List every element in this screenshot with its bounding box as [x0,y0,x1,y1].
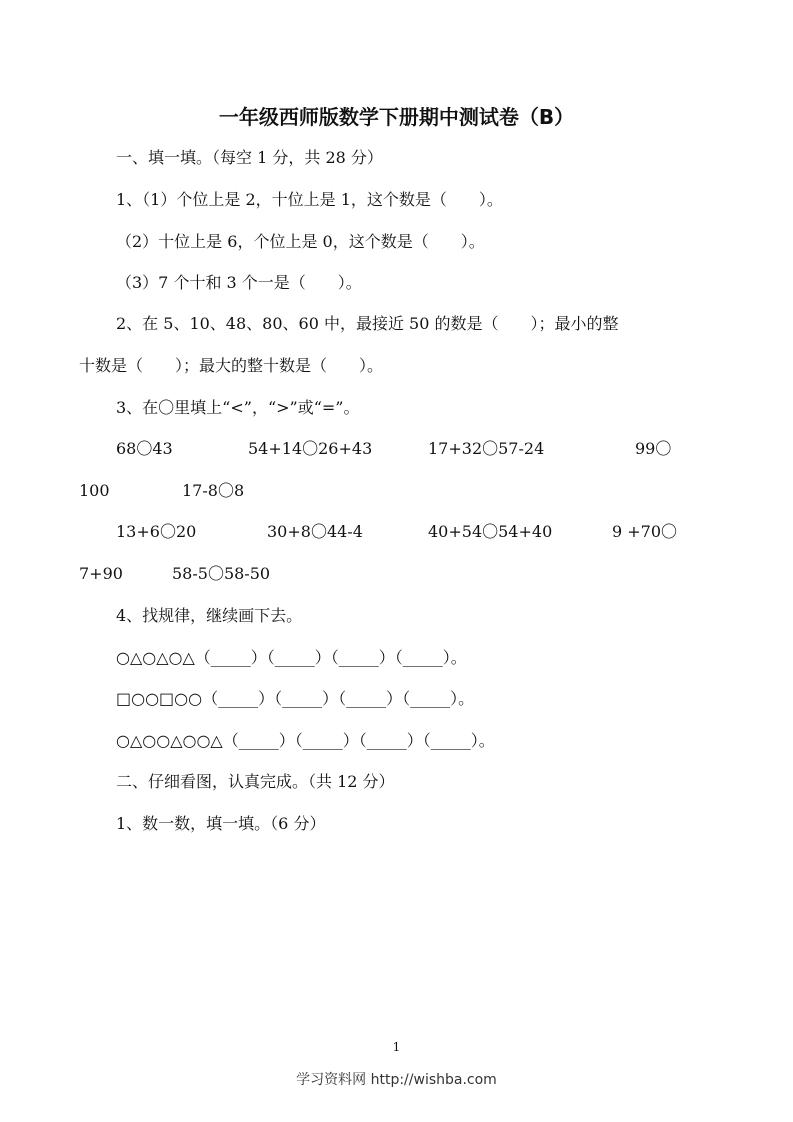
question-3-prompt: 3、在〇里填上“<”，“>”或“=”。 [116,398,360,417]
page-title: 一年级西师版数学下册期中测试卷（B） [218,105,575,129]
question-1-part-2: （2）十位上是 6，个位上是 0，这个数是（ ）。 [116,232,485,251]
page-number: 1 [392,1040,401,1054]
compare-item: 17+32〇57-24 [428,439,545,458]
question-1-part-1: 1、（1）个位上是 2，十位上是 1，这个数是（ ）。 [116,190,503,209]
section-2-heading: 二、仔细看图，认真完成。（共 12 分） [116,772,395,791]
compare-item: 9 +70〇 [612,522,678,541]
compare-item: 58-5〇58-50 [172,564,271,583]
compare-item: 40+54〇54+40 [428,522,553,541]
compare-item: 99〇 [635,439,672,458]
question-2-line-1: 2、在 5、10、48、80、60 中，最接近 50 的数是（ ）；最小的整 [116,314,619,333]
footer-watermark: 学习资料网 http://wishba.com [296,1072,497,1088]
section-2-question-1: 1、数一数，填一填。（6 分） [116,814,326,833]
compare-item: 13+6〇20 [116,522,197,541]
pattern-row-1: ○△○△○△（_____）（_____）（_____）（_____）。 [116,648,467,667]
section-1-heading: 一、填一填。（每空 1 分，共 28 分） [116,148,383,167]
pattern-row-2: □○○□○○（_____）（_____）（_____）（_____）。 [116,689,475,708]
question-4-prompt: 4、找规律，继续画下去。 [116,606,303,625]
compare-item: 30+8〇44-4 [267,522,363,541]
compare-item: 17-8〇8 [182,481,245,500]
pattern-row-3: ○△○○△○○△（_____）（_____）（_____）（_____）。 [116,731,495,750]
compare-item: 54+14〇26+43 [248,439,373,458]
question-1-part-3: （3）7 个十和 3 个一是（ ）。 [116,273,362,292]
question-2-line-2: 十数是（ ）；最大的整十数是（ ）。 [79,356,384,375]
compare-item: 100 [79,481,110,500]
compare-item: 68〇43 [116,439,173,458]
compare-item: 7+90 [79,564,123,583]
